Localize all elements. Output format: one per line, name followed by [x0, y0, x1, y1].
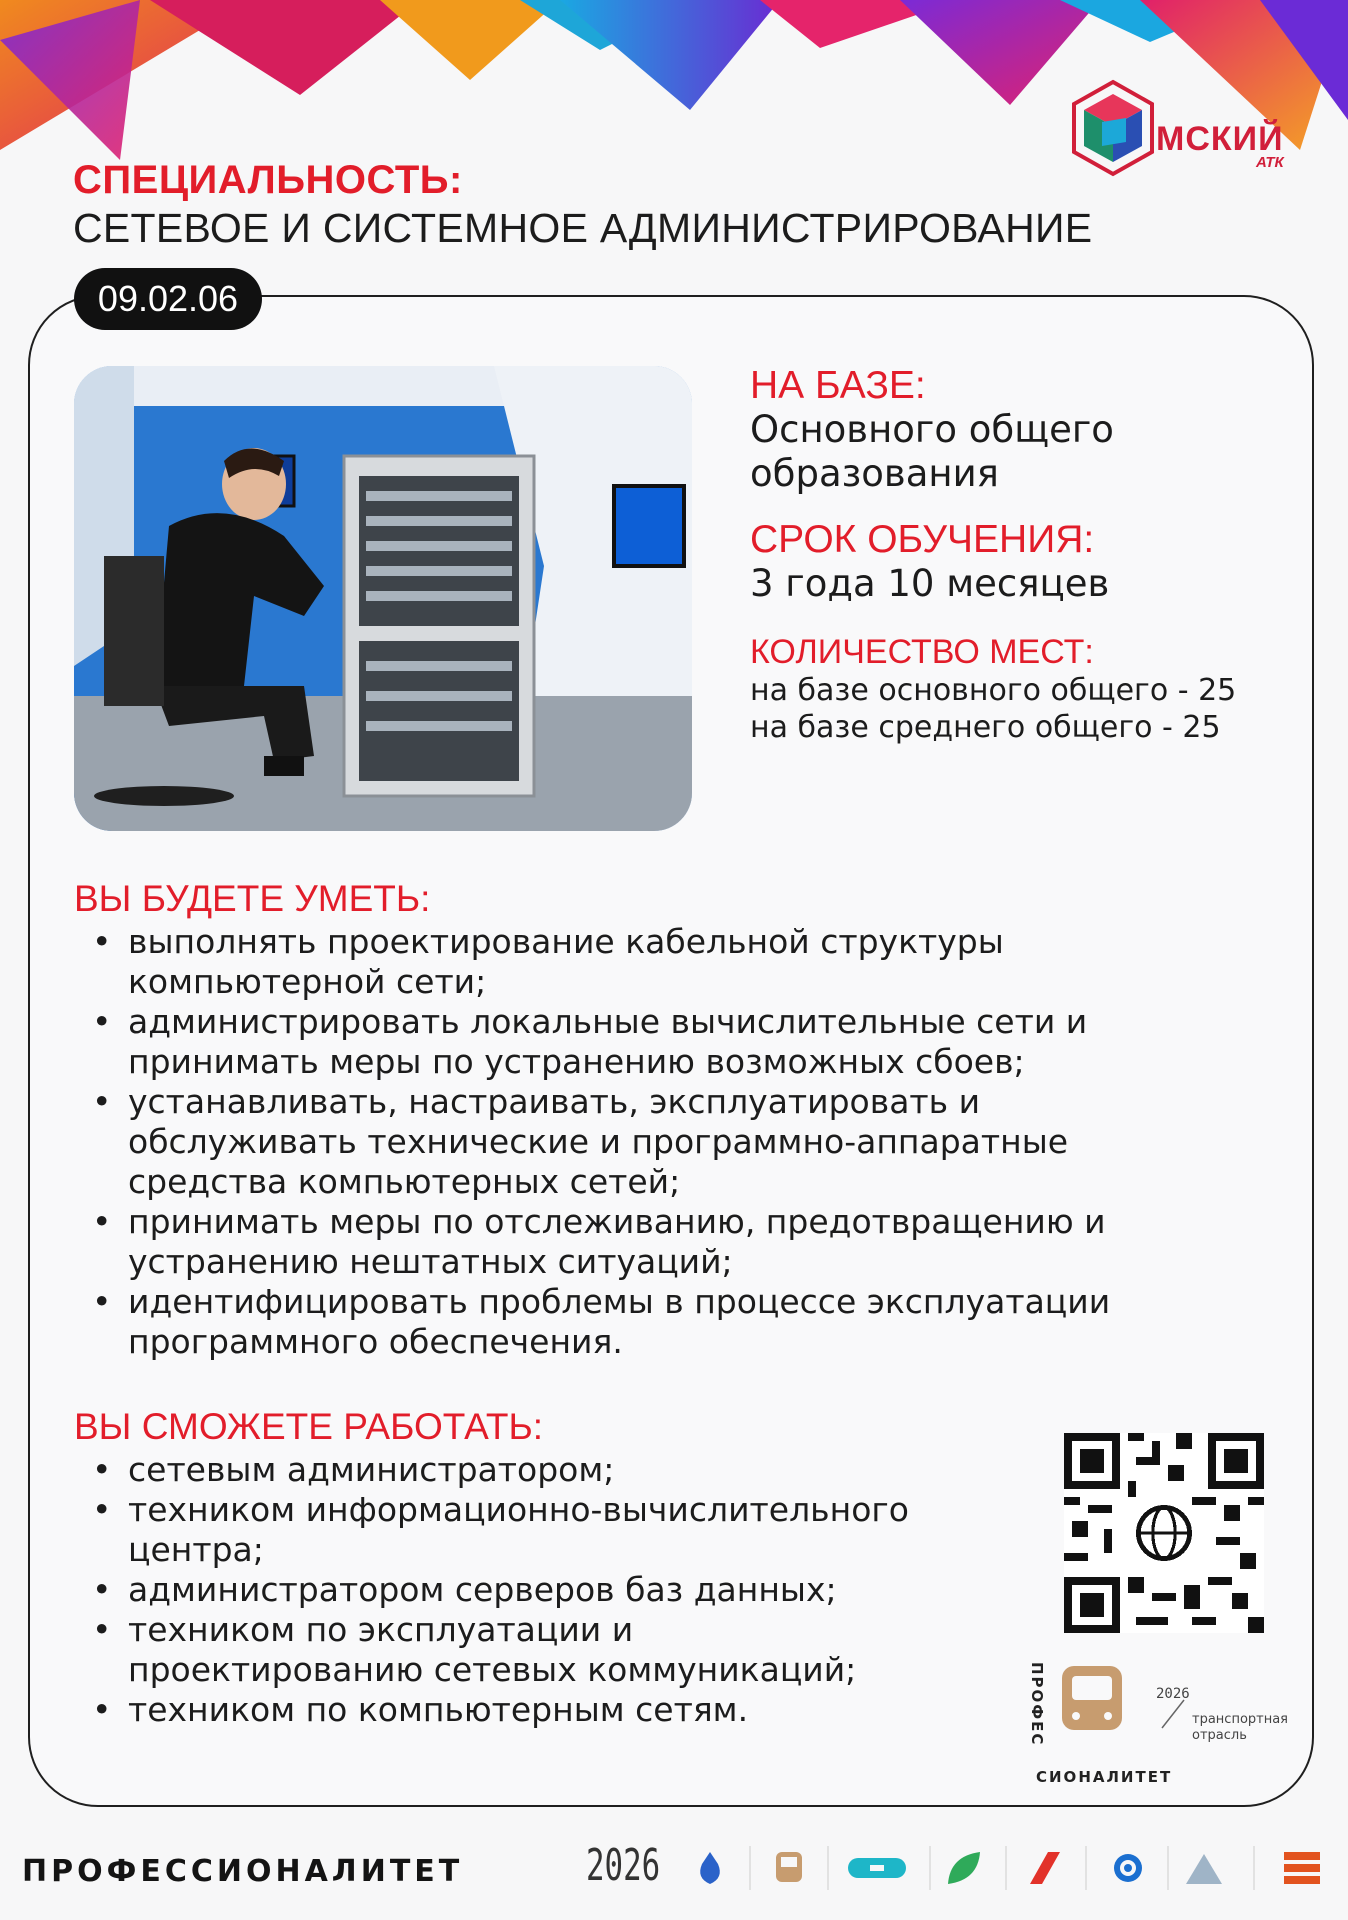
- list-item: • администрировать локальные вычислительные сети и принимать меры по устранению возможных сбоев;: [92, 1002, 1110, 1082]
- skills-list: [92, 922, 1110, 1362]
- college-logo-sub: АТК: [1256, 154, 1284, 171]
- footer-year: 2026: [586, 1840, 661, 1891]
- college-logo-word: МСКИЙ: [1156, 120, 1284, 158]
- base-label: НА БАЗЕ:: [750, 364, 926, 407]
- mountain-icon: [1186, 1854, 1222, 1884]
- footer-brand: ПРОФЕССИОНАЛИТЕТ: [22, 1854, 464, 1889]
- list-item: • идентифицировать проблемы в процессе эксплуатации программного обеспечения.: [92, 1282, 1110, 1362]
- seats-label: КОЛИЧЕСТВО МЕСТ:: [750, 633, 1094, 671]
- list-item: • администратором серверов баз данных;: [92, 1570, 909, 1610]
- drop-icon: [700, 1852, 720, 1884]
- footer-industry-icons: [680, 1838, 1340, 1898]
- college-logo: [1068, 78, 1308, 182]
- specialty-title: СЕТЕВОЕ И СИСТЕМНОЕ АДМИНИСТРИРОВАНИЕ: [73, 205, 1093, 251]
- list-item: • сетевым администратором;: [92, 1450, 909, 1490]
- list-item: • устанавливать, настраивать, эксплуатировать и обслуживать технические и программно-аппаратные средства компьютерных сетей;: [92, 1082, 1110, 1202]
- leaf-icon: [948, 1852, 980, 1884]
- list-item: • техником по эксплуатации и проектированию сетевых коммуникаций;: [92, 1610, 909, 1690]
- jobs-title: ВЫ СМОЖЕТЕ РАБОТАТЬ:: [74, 1406, 544, 1447]
- prof-logo-bottom: СИОНАЛИТЕТ: [1036, 1768, 1173, 1786]
- target-icon: [1114, 1854, 1142, 1882]
- jobs-list: [92, 1450, 909, 1730]
- prof-logo-vertical: ПРОФЕС: [1028, 1662, 1046, 1747]
- specialty-label: СПЕЦИАЛЬНОСТЬ:: [73, 158, 463, 202]
- skills-title: ВЫ БУДЕТЕ УМЕТЬ:: [74, 878, 431, 919]
- list-item: • принимать меры по отслеживанию, предотвращению и устранению нештатных ситуаций;: [92, 1202, 1110, 1282]
- seats-line-2: на базе среднего общего - 25: [750, 710, 1221, 745]
- list-item: • техником по компьютерным сетям.: [92, 1690, 909, 1730]
- term-label: СРОК ОБУЧЕНИЯ:: [750, 518, 1095, 561]
- prof-logo-branch: транспортная отрасль: [1192, 1712, 1289, 1743]
- footer: [0, 1820, 1348, 1920]
- bus-icon: [776, 1852, 802, 1882]
- college-logo-icon: [1068, 78, 1158, 178]
- specialty-code-badge: 09.02.06: [74, 268, 262, 330]
- list-item: • выполнять проектирование кабельной структуры компьютерной сети;: [92, 922, 1110, 1002]
- list-item: • техником информационно-вычислительного центра;: [92, 1490, 909, 1570]
- qr-code[interactable]: [1064, 1433, 1264, 1633]
- base-value: Основного общего образования: [750, 408, 1114, 495]
- bricks-icon: [1284, 1852, 1320, 1884]
- link-icon: [848, 1858, 906, 1878]
- slash-icon: [1030, 1852, 1060, 1884]
- info-block: [750, 364, 1310, 746]
- prof-logo-year: 2026: [1156, 1686, 1190, 1702]
- server-rack-photo: [74, 366, 692, 831]
- term-value: 3 года 10 месяцев: [750, 562, 1110, 605]
- seats-line-1: на базе основного общего - 25: [750, 673, 1237, 708]
